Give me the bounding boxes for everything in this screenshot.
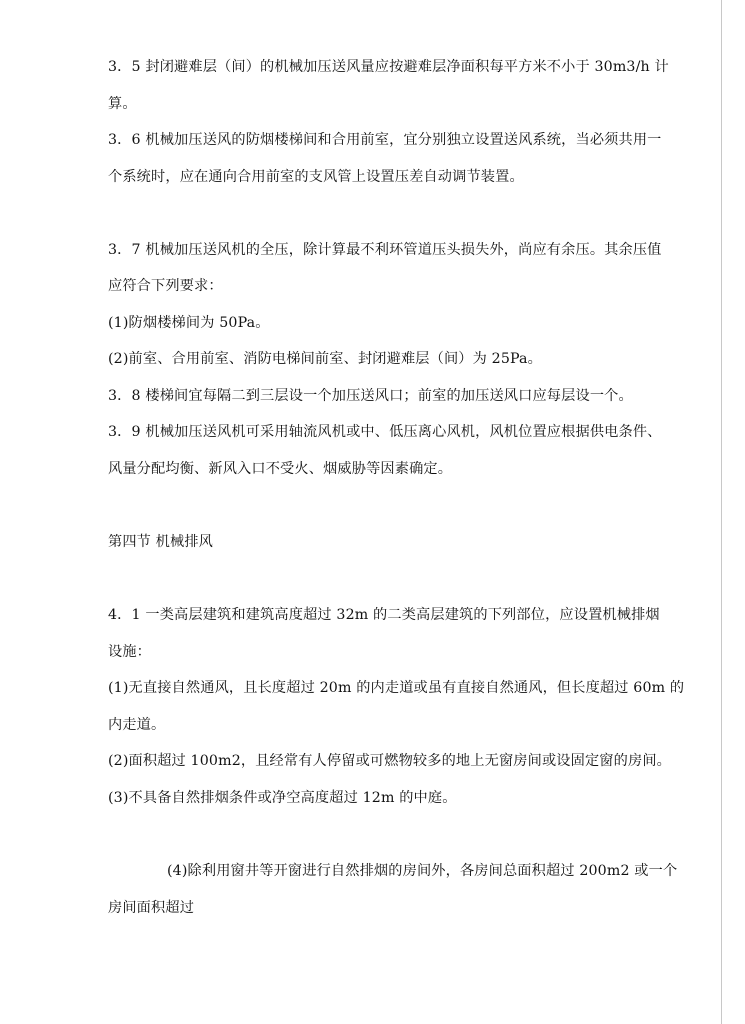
clause-4-1-item-4-line-2: 房间面积超过 [108, 900, 195, 916]
clause-3-9-line-1: 3．9 机械加压送风机可采用轴流风机或中、低压离心风机，风机位置应根据供电条件、 [108, 424, 662, 440]
clause-3-5-line-1: 3．5 封闭避难层（间）的机械加压送风量应按避难层净面积每平方米不小于 30m3/h 计 [108, 59, 669, 75]
clause-4-1-line-2: 设施： [108, 644, 152, 660]
clause-3-8: 3．8 楼梯间宜每隔二到三层设一个加压送风口；前室的加压送风口应每层设一个。 [108, 388, 633, 404]
clause-3-7-item-1: (1)防烟楼梯间为 50Pa。 [108, 315, 270, 331]
clause-4-1-item-4-line-1: (4)除利用窗井等开窗进行自然排烟的房间外，各房间总面积超过 200m2 或一个 [167, 863, 678, 879]
clause-4-1-item-2: (2)面积超过 100m2，且经常有人停留或可燃物较多的地上无窗房间或设固定窗的房间。 [108, 753, 671, 769]
clause-4-1-line-1: 4．1 一类高层建筑和建筑高度超过 32m 的二类高层建筑的下列部位，应设置机械排烟 [108, 607, 660, 623]
clause-3-6-line-2: 个系统时，应在通向合用前室的支风管上设置压差自动调节装置。 [108, 169, 524, 185]
clause-3-6-line-1: 3．6 机械加压送风的防烟楼梯间和合用前室，宜分别独立设置送风系统，当必须共用一 [108, 132, 662, 148]
clause-3-5-line-2: 算。 [108, 96, 137, 112]
section-heading: 第四节 机械排风 [108, 534, 214, 550]
clause-4-1-item-1-line-2: 内走道。 [108, 717, 166, 733]
clause-3-7-line-2: 应符合下列要求： [108, 278, 223, 294]
clause-4-1-item-1-line-1: (1)无直接自然通风，且长度超过 20m 的内走道或虽有直接自然通风，但长度超过 60m 的 [108, 680, 685, 696]
clause-3-7-item-2: (2)前室、合用前室、消防电梯间前室、封闭避难层（间）为 25Pa。 [108, 351, 543, 367]
clause-4-1-item-3: (3)不具备自然排烟条件或净空高度超过 12m 的中庭。 [108, 790, 457, 806]
clause-3-7-line-1: 3．7 机械加压送风机的全压，除计算最不利环管道压头损失外，尚应有余压。其余压值 [108, 242, 662, 258]
clause-3-9-line-2: 风量分配均衡、新风入口不受火、烟威胁等因素确定。 [108, 461, 453, 477]
